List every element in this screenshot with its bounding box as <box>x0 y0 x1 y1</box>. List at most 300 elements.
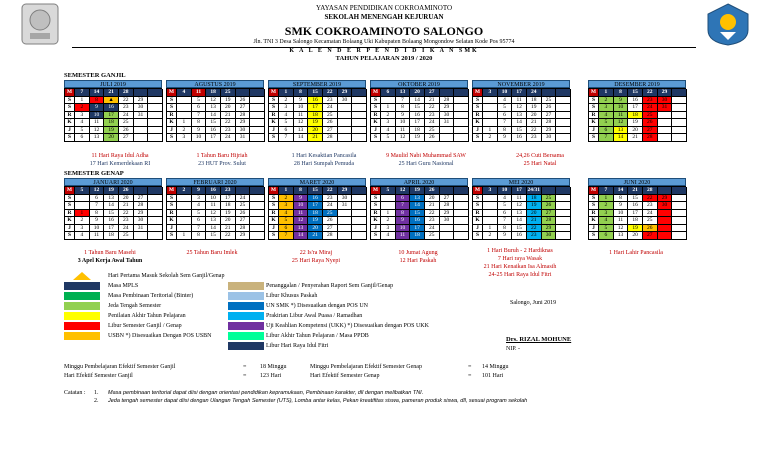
weekday-cell: R <box>167 112 177 120</box>
month-table <box>166 80 264 142</box>
month-table <box>370 178 468 240</box>
date-cell: 4 <box>279 210 294 218</box>
weekday-cell: S <box>371 134 381 142</box>
date-cell: 19 <box>221 210 236 218</box>
week-header-cell: M <box>167 187 177 195</box>
weekday-cell: S <box>589 104 599 112</box>
date-cell: 25 <box>643 217 658 225</box>
weekday-cell: S <box>589 134 599 142</box>
date-cell: 12 <box>396 134 411 142</box>
holiday-note: 25 Hari Raya Nyepi <box>291 258 341 264</box>
legend-label: USBN *) Disesuaikan Dengan POS USBN <box>108 333 212 339</box>
date-cell: 2 <box>599 97 614 105</box>
date-cell: 10 <box>614 210 629 218</box>
date-cell <box>148 202 163 210</box>
weekday-cell: R <box>65 210 75 218</box>
date-cell: 21 <box>308 232 323 240</box>
holiday-note: 25 Hari Natal <box>523 161 557 167</box>
week-header-cell: 13 <box>396 89 411 97</box>
week-header-cell: M <box>473 89 483 97</box>
week-header-cell <box>250 89 265 97</box>
month-table <box>268 178 366 240</box>
date-cell: 6 <box>279 127 294 135</box>
legend-label: Libur Hari Raya Idul Fitri <box>266 343 329 349</box>
weekday-cell: S <box>167 195 177 203</box>
date-cell <box>352 217 367 225</box>
holiday-note: 1 Tahun Baru Hijriah <box>196 153 248 159</box>
date-cell: 6 <box>279 225 294 233</box>
date-cell: 8 <box>396 210 411 218</box>
footnote-number: 2. <box>94 398 99 404</box>
weekday-cell: S <box>371 195 381 203</box>
week-header-cell: 10 <box>498 187 513 195</box>
date-cell: 14 <box>410 97 425 105</box>
week-header-cell: 15 <box>628 89 643 97</box>
date-cell <box>148 225 163 233</box>
month-name: APRIL 2020 <box>370 178 468 186</box>
holiday-note: 1 Hari Buruh - 2 Hardiknas <box>487 248 553 254</box>
date-cell <box>148 134 163 142</box>
date-cell: 28 <box>236 225 251 233</box>
date-cell <box>338 217 353 225</box>
weekday-cell: S <box>589 202 599 210</box>
date-cell: 18 <box>308 112 323 120</box>
weekday-cell: S <box>65 232 75 240</box>
weekday-cell: S <box>371 104 381 112</box>
date-cell <box>672 232 687 240</box>
date-cell: 20 <box>425 195 440 203</box>
date-cell <box>454 202 469 210</box>
weekday-cell: J <box>65 225 75 233</box>
weekday-cell: S <box>65 202 75 210</box>
academic-year: TAHUN PELAJARAN 2019 / 2020 <box>335 55 433 62</box>
month-table <box>64 80 162 142</box>
date-cell: 7 <box>279 232 294 240</box>
week-header-cell: 1 <box>279 89 294 97</box>
week-header-cell: 22 <box>643 89 658 97</box>
date-cell: 16 <box>512 134 527 142</box>
date-cell: 24 <box>643 104 658 112</box>
date-cell: 16 <box>104 217 119 225</box>
month-table <box>370 80 468 142</box>
legend-label: Masa Pembinaan Teritorial (Binter) <box>108 293 194 299</box>
date-cell <box>658 217 673 225</box>
week-header-cell: 28 <box>643 187 658 195</box>
summary-value: 101 Hari <box>482 373 504 379</box>
date-cell: 13 <box>90 134 105 142</box>
date-cell: 23 <box>221 127 236 135</box>
week-header-cell: M <box>371 89 381 97</box>
week-header-cell: 1 <box>599 89 614 97</box>
date-cell: 3 <box>279 202 294 210</box>
legend-label: Libur Akhir Tahun Pelajaran / Masa PPDB <box>266 333 369 339</box>
week-header-cell: 24/31 <box>527 187 541 193</box>
date-cell: 18 <box>410 232 425 240</box>
date-cell: 21 <box>221 112 236 120</box>
legend-label: Penilaian Akhir Tahun Pelajaran <box>108 313 186 319</box>
weekday-cell: J <box>473 225 483 233</box>
week-header-cell: 29 <box>338 187 353 195</box>
weekday-cell: J <box>473 127 483 135</box>
date-cell: 22 <box>425 210 440 218</box>
date-cell: 12 <box>614 119 629 127</box>
week-header-cell: 23 <box>221 187 236 195</box>
date-cell: 28 <box>323 232 338 240</box>
date-cell: 27 <box>236 217 251 225</box>
weekday-cell: S <box>589 97 599 105</box>
week-header-cell: 3 <box>483 187 498 195</box>
week-header-cell <box>454 187 469 195</box>
date-cell: 1 <box>177 232 192 240</box>
date-cell: 14 <box>614 134 629 142</box>
date-cell: 3 <box>599 104 614 112</box>
week-header-cell <box>556 89 571 97</box>
date-cell <box>658 210 673 218</box>
weekday-cell: S <box>167 232 177 240</box>
date-cell: 27 <box>542 112 557 120</box>
holiday-note: 23 HUT Prov. Sulut <box>198 161 246 167</box>
date-cell: 6 <box>192 104 207 112</box>
date-cell <box>338 232 353 240</box>
footnote-text: Jeda tengah semester dapat diisi dengan Ulangan Tengah Semester (UTS), Lomba antar kelas, Pekan kreatifitas siswa, pameran produk siswa, dll, sesuai program sekolah <box>108 398 528 404</box>
week-header-cell: 19 <box>410 187 425 195</box>
date-cell: 15 <box>206 232 221 240</box>
date-cell: 2 <box>599 202 614 210</box>
date-cell <box>454 225 469 233</box>
date-cell <box>134 232 149 240</box>
date-cell: 12 <box>90 127 105 135</box>
date-cell: 13 <box>614 232 629 240</box>
date-cell: 7 <box>90 202 105 210</box>
date-cell <box>556 195 571 203</box>
week-header-cell: 7 <box>599 187 614 195</box>
week-header-cell: 22 <box>323 89 338 97</box>
legend-label: Hari Pertama Masuk Sekolah Sem Ganjil/Genap <box>108 273 225 279</box>
date-cell: 20 <box>628 127 643 135</box>
date-cell: 23 <box>323 97 338 105</box>
date-cell: 4 <box>599 217 614 225</box>
date-cell: 29 <box>440 104 455 112</box>
date-cell: 21 <box>425 97 440 105</box>
date-cell: 22 <box>527 127 542 135</box>
weekday-cell: R <box>65 112 75 120</box>
date-cell: 16 <box>308 97 323 105</box>
date-cell: 25 <box>425 232 440 240</box>
date-cell: 11 <box>206 202 221 210</box>
date-cell: 6 <box>498 210 513 218</box>
date-cell <box>658 112 673 120</box>
date-cell: 30 <box>338 195 353 203</box>
date-cell <box>454 119 469 127</box>
date-cell: 20 <box>308 225 323 233</box>
date-cell <box>352 97 367 105</box>
date-cell: 5 <box>192 210 207 218</box>
holiday-note: 7 Hari raya Wasak <box>497 256 543 262</box>
date-cell <box>177 195 192 203</box>
date-cell: 2 <box>279 97 294 105</box>
date-cell: 4 <box>279 112 294 120</box>
date-cell: 29 <box>542 127 557 135</box>
week-header-cell <box>440 187 455 195</box>
date-cell: 19 <box>628 119 643 127</box>
date-cell: 23 <box>119 217 134 225</box>
date-cell: ▲ <box>104 97 119 105</box>
date-cell: 16 <box>512 232 527 240</box>
date-cell <box>250 97 265 105</box>
date-cell: 28 <box>323 134 338 142</box>
date-cell: 16 <box>628 202 643 210</box>
date-cell <box>338 225 353 233</box>
date-cell: 14 <box>410 202 425 210</box>
weekday-cell: J <box>65 127 75 135</box>
date-cell: 28 <box>542 217 557 225</box>
date-cell <box>148 127 163 135</box>
date-cell: 17 <box>104 112 119 120</box>
date-cell <box>658 225 673 233</box>
date-cell: 5 <box>498 202 513 210</box>
week-header-cell: 18 <box>206 89 221 97</box>
date-cell: 23 <box>119 104 134 112</box>
date-cell: 7 <box>498 119 513 127</box>
week-header-cell <box>556 187 571 195</box>
summary-eq: = <box>468 373 472 379</box>
holiday-note: 21 Hari Kenaikan Isa Almasih <box>483 264 557 270</box>
date-cell: 7 <box>396 97 411 105</box>
signatory-name: Drs. RIZAL MOHUNE <box>506 336 572 343</box>
date-cell: 11 <box>512 195 527 203</box>
date-cell: 5 <box>498 104 513 112</box>
summary-label: Hari Efektif Semester Ganjil <box>64 373 133 379</box>
date-cell: 29 <box>542 225 557 233</box>
date-cell <box>148 232 163 240</box>
date-cell <box>672 104 687 112</box>
week-header-cell: 12 <box>90 187 105 195</box>
legend-swatch-mpls <box>64 282 100 290</box>
date-cell <box>338 112 353 120</box>
weekday-cell: S <box>473 202 483 210</box>
date-cell: 5 <box>381 134 396 142</box>
footnote-text: Masa pembinaan teritorial dapat diisi dengan orientasi pendidikan kepramukaan, Pembinaan karakter, dll dengan melibatkan TNI. <box>108 390 424 396</box>
date-cell: 24 <box>236 195 251 203</box>
date-cell: 14 <box>206 225 221 233</box>
date-cell: 17 <box>221 195 236 203</box>
date-cell: 28 <box>542 119 557 127</box>
legend-label: UN SMK *) Disesuaikan dengan POS UN <box>266 303 368 309</box>
legend-swatch-libur-semester <box>64 322 100 330</box>
date-cell: 17 <box>206 134 221 142</box>
week-header-cell: 26 <box>425 187 440 195</box>
holiday-note: 12 Hari Paskah <box>399 258 437 264</box>
week-header-cell: 6 <box>381 89 396 97</box>
date-cell: 17 <box>308 202 323 210</box>
date-cell <box>440 225 455 233</box>
date-cell: 19 <box>410 134 425 142</box>
holiday-note: 1 Tahun Baru Masehi <box>84 250 136 256</box>
date-cell: 2 <box>483 232 498 240</box>
date-cell: 11 <box>90 232 105 240</box>
date-cell: 24 <box>323 202 338 210</box>
date-cell: 21 <box>425 202 440 210</box>
date-cell <box>250 225 265 233</box>
date-cell: 1 <box>483 127 498 135</box>
date-cell: 21 <box>527 217 542 225</box>
weekday-cell: S <box>65 195 75 203</box>
date-cell <box>454 97 469 105</box>
month-name: DESEMBER 2019 <box>588 80 686 88</box>
week-header-cell <box>236 89 251 97</box>
month-table <box>64 178 162 240</box>
date-cell <box>338 127 353 135</box>
holiday-note: 24-25 Hari Raya Idul Fitri <box>488 272 552 278</box>
date-cell: 18 <box>104 119 119 127</box>
date-cell <box>672 134 687 142</box>
date-cell <box>440 127 455 135</box>
weekday-cell: S <box>589 195 599 203</box>
holiday-note: 25 Hari Guru Nasional <box>398 161 454 167</box>
month-name: NOVEMBER 2019 <box>472 80 570 88</box>
date-cell: 18 <box>308 210 323 218</box>
date-cell: 18 <box>104 232 119 240</box>
date-cell: 9 <box>90 217 105 225</box>
date-cell: 3 <box>75 225 90 233</box>
date-cell: 15 <box>206 119 221 127</box>
date-cell: 25 <box>323 210 338 218</box>
week-header-cell <box>134 187 149 195</box>
weekday-cell: R <box>371 112 381 120</box>
week-header-cell: 21 <box>104 89 119 97</box>
weekday-cell: K <box>269 119 279 127</box>
weekday-cell: S <box>589 232 599 240</box>
date-cell <box>483 195 498 203</box>
weekday-cell: R <box>269 210 279 218</box>
date-cell: 3 <box>75 112 90 120</box>
date-cell: 15 <box>512 127 527 135</box>
date-cell: 21 <box>221 225 236 233</box>
week-header-cell <box>148 89 163 97</box>
date-cell: 6 <box>396 195 411 203</box>
date-cell: 14 <box>104 202 119 210</box>
date-cell: 12 <box>294 217 309 225</box>
legend-label: Libur Khusus Paskah <box>266 293 318 299</box>
date-cell <box>148 97 163 105</box>
summary-value: 123 Hari <box>260 373 282 379</box>
date-cell: 27 <box>134 195 149 203</box>
date-cell: 13 <box>206 217 221 225</box>
date-cell: 7 <box>498 217 513 225</box>
weekday-cell: R <box>473 210 483 218</box>
date-cell <box>658 232 673 240</box>
date-cell: 15 <box>410 210 425 218</box>
date-cell: 23 <box>425 217 440 225</box>
date-cell: 18 <box>527 195 542 203</box>
month-table <box>268 80 366 142</box>
date-cell: 5 <box>599 119 614 127</box>
date-cell: 12 <box>512 202 527 210</box>
date-cell <box>658 134 673 142</box>
date-cell: 26 <box>236 210 251 218</box>
week-header-cell <box>352 187 367 195</box>
date-cell: 18 <box>527 97 542 105</box>
signatory-nip: NIP. - <box>506 346 521 352</box>
date-cell <box>352 210 367 218</box>
date-cell: 4 <box>498 195 513 203</box>
legend-swatch-jeda <box>64 302 100 310</box>
date-cell: 25 <box>236 202 251 210</box>
date-cell: 23 <box>527 232 542 240</box>
date-cell: 24 <box>119 225 134 233</box>
week-header-cell: 11 <box>192 89 207 97</box>
date-cell <box>672 202 687 210</box>
date-cell: 26 <box>119 127 134 135</box>
date-cell: 9 <box>192 127 207 135</box>
date-cell: 13 <box>294 225 309 233</box>
date-cell: 26 <box>542 104 557 112</box>
date-cell: 30 <box>440 217 455 225</box>
week-header-cell: M <box>589 89 599 97</box>
weekday-cell: S <box>65 97 75 105</box>
date-cell: 29 <box>236 232 251 240</box>
date-cell: 26 <box>643 119 658 127</box>
date-cell: 16 <box>410 217 425 225</box>
school-address: Jln. TNI 3 Desa Salongo Kecamatan Bolaang Uki Kabupaten Bolaang Mongondow Selatan Kode Pos 95774 <box>253 39 515 45</box>
week-header-cell <box>542 89 557 97</box>
legend-label: Penanggalan / Penyerahan Raport Sem Ganjil/Genap <box>266 283 394 289</box>
weekday-cell: S <box>371 202 381 210</box>
semester-ganjil-label: SEMESTER GANJIL <box>64 72 126 79</box>
date-cell: 5 <box>75 127 90 135</box>
date-cell: 18 <box>410 127 425 135</box>
week-header-cell: 14 <box>614 187 629 195</box>
weekday-cell: J <box>269 127 279 135</box>
date-cell: 2 <box>483 134 498 142</box>
week-header-cell: M <box>473 187 483 195</box>
date-cell: 26 <box>323 217 338 225</box>
date-cell: 20 <box>104 134 119 142</box>
week-header-cell: 8 <box>294 89 309 97</box>
week-header-cell <box>672 89 687 97</box>
school-name: SMK COKROAMINOTO SALONGO <box>284 24 484 38</box>
date-cell: 28 <box>440 202 455 210</box>
date-cell: 4 <box>599 112 614 120</box>
week-header-cell: 8 <box>294 187 309 195</box>
date-cell: 3 <box>599 210 614 218</box>
date-cell: 19 <box>628 225 643 233</box>
date-cell: 20 <box>527 112 542 120</box>
date-cell: 1 <box>75 210 90 218</box>
week-header-cell <box>658 187 673 195</box>
date-cell: 9 <box>498 232 513 240</box>
date-cell: 21 <box>527 119 542 127</box>
week-header-cell: 7 <box>75 89 90 97</box>
month-name: MARET 2020 <box>268 178 366 186</box>
date-cell: 28 <box>134 202 149 210</box>
holiday-note: 11 Hari Raya Idul Adha <box>91 153 149 159</box>
date-cell: 23 <box>527 134 542 142</box>
date-cell: 11 <box>512 97 527 105</box>
date-cell: 16 <box>308 195 323 203</box>
date-cell: 14 <box>512 119 527 127</box>
date-cell: 1 <box>75 97 90 105</box>
date-cell: 13 <box>294 127 309 135</box>
date-cell: 9 <box>614 97 629 105</box>
week-header-cell: 20 <box>410 89 425 97</box>
weekday-cell: R <box>269 112 279 120</box>
date-cell <box>556 119 571 127</box>
date-cell: 2 <box>381 112 396 120</box>
weekday-cell: S <box>269 232 279 240</box>
date-cell: 10 <box>192 134 207 142</box>
holiday-note: 28 Hari Sumpah Pemuda <box>293 161 355 167</box>
